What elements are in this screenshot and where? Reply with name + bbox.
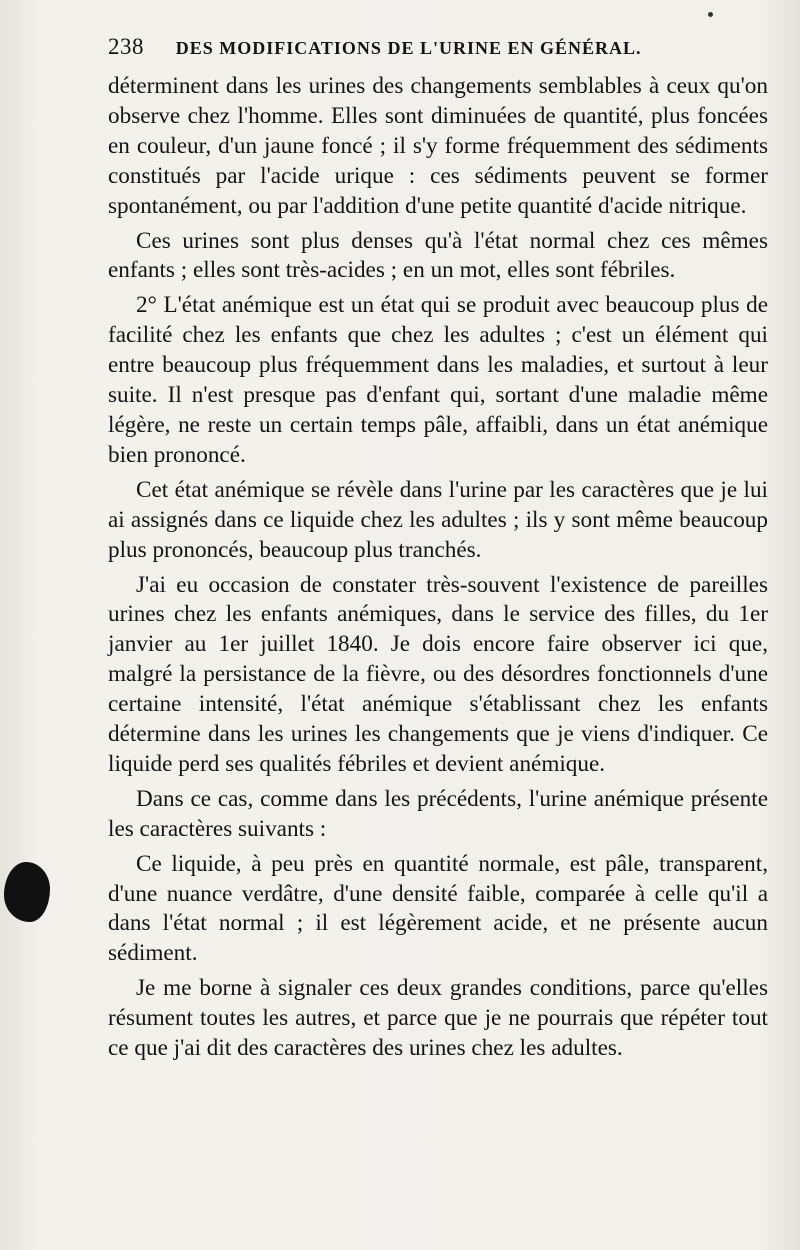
paragraph: 2° L'état anémique est un état qui se produit avec beaucoup plus de facilité chez les enfants que chez les adultes ; c'est un élément qui entre beaucoup plus fréquemment dans les maladies, et surtout à leur suite. Il n'est presque pas d'enfant qui, sortant d'une maladie même légère, ne reste un certain temps pâle, affaibli, dans un état anémique bien prononcé. [108, 292, 768, 468]
paragraph: J'ai eu occasion de constater très-souvent l'existence de pareilles urines chez les enfants anémiques, dans le service des filles, du 1er janvier au 1er juillet 1840. Je dois encore faire observer ici que, malgré la persistance de la fièvre, ou des désordres fonctionnels d'une certaine intensité, l'état anémique s'établissant chez les enfants détermine dans les urines les changements que je viens d'indiquer. Ce liquide perd ses qualités fébriles et devient anémique. [108, 571, 768, 777]
body-text [108, 72, 768, 1064]
paragraph: Dans ce cas, comme dans les précédents, l'urine anémique présente les caractères suivants : [108, 785, 768, 842]
page-header [108, 34, 768, 60]
page-number: 238 [108, 34, 144, 59]
ink-blot [4, 862, 50, 922]
paragraph: Ce liquide, à peu près en quantité normale, est pâle, transparent, d'une nuance verdâtre, d'une densité faible, comparée à celle qu'il a dans l'état normal ; il est légèrement acide, et ne présente aucun sédiment. [108, 850, 768, 967]
ink-speck [708, 12, 713, 17]
paragraph: Cet état anémique se révèle dans l'urine par les caractères que je lui ai assignés dans ce liquide chez les adultes ; ils y sont même beaucoup plus prononcés, beaucoup plus tranchés. [108, 476, 768, 563]
paragraph: déterminent dans les urines des changements semblables à ceux qu'on observe chez l'homme. Elles sont diminuées de quantité, plus foncées en couleur, d'un jaune foncé ; il s'y forme fréquemment des sédiments constitués par l'acide urique : ces sédiments peuvent se former spontanément, ou par l'addition d'une petite quantité d'acide nitrique. [108, 73, 768, 219]
running-head: DES MODIFICATIONS DE L'URINE EN GÉNÉRAL. [175, 38, 642, 58]
paragraph: Ces urines sont plus denses qu'à l'état normal chez ces mêmes enfants ; elles sont très-acides ; en un mot, elles sont fébriles. [108, 227, 768, 284]
paragraph: Je me borne à signaler ces deux grandes conditions, parce qu'elles résument toutes les autres, et parce que je ne pourrais que répéter tout ce que j'ai dit des caractères des urines chez les adultes. [108, 975, 768, 1062]
